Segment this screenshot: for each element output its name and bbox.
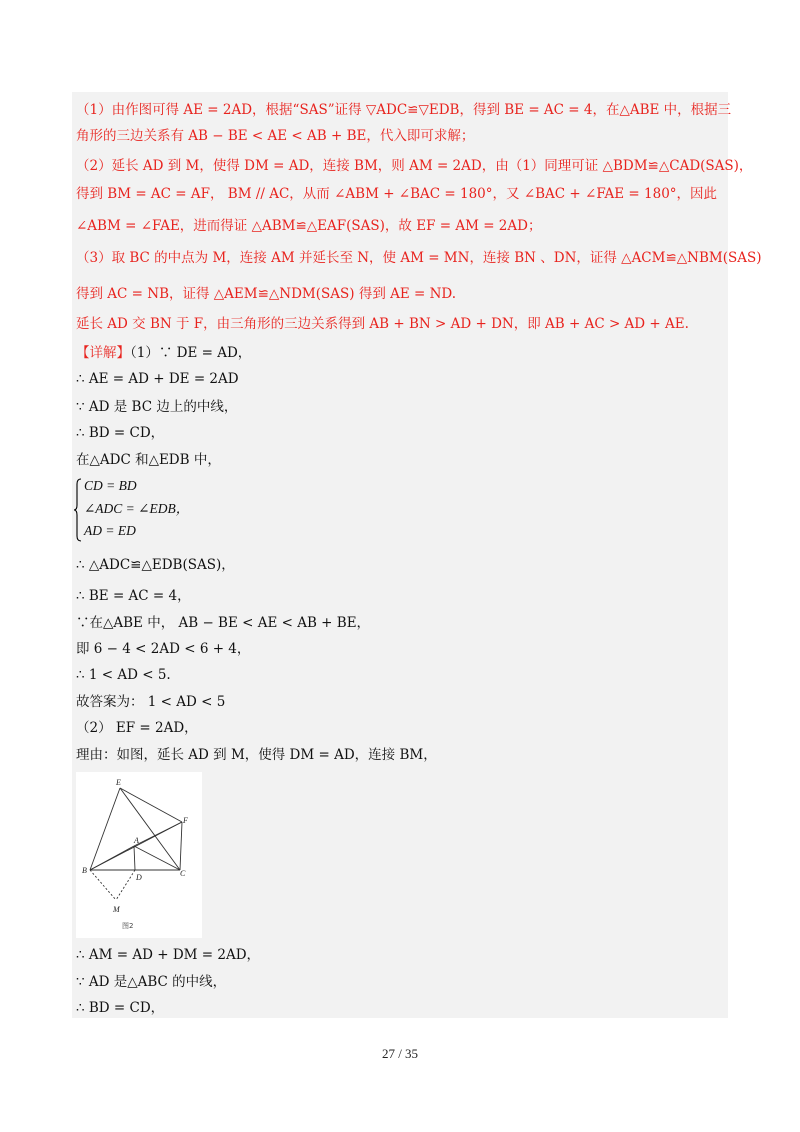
analysis-line-1: （1）由作图可得 AE = 2AD，根据“SAS”证得 ▽ADC≌▽EDB，得到 BE = AC = 4，在△ABE 中，根据三 [76,102,732,118]
segment-DM [116,870,135,900]
geometry-figure [76,772,202,938]
detail-line-7: ∴ BE = AC = 4， [76,588,191,604]
segment-FC [180,822,182,870]
label-E: E [116,778,121,787]
detail-line-5: 在△ADC 和△EDB 中， [76,452,221,468]
detail-line-14: ∴ AM = AD + DM = 2AD， [76,947,261,963]
detail-line-4: ∴ BD = CD， [76,425,165,441]
detail-line-2: ∴ AE = AD + DE = 2AD [76,371,239,387]
analysis-line-6: （3）取 BC 的中点为 M，连接 AM 并延长至 N，使 AM = MN，连接 BN 、DN，证得 △ACM≌△NBM(SAS) [76,250,762,266]
segment-EB [90,788,120,870]
analysis-line-3: （2）延长 AD 到 M，使得 DM = AD，连接 BM，则 AM = 2AD，由（1）同理可证 △BDM≌△CAD(SAS)， [76,158,753,174]
label-C: C [180,869,186,878]
system-eq-1: CD = BD [84,478,137,493]
figure-caption: 图2 [122,922,134,930]
label-B: B [82,866,87,875]
label-M: M [113,905,120,914]
segment-BM [90,870,116,900]
segment-BF [90,822,182,870]
analysis-line-5: ∠ABM = ∠FAE，进而得证 △ABM≌△EAF(SAS)，故 EF = AM = 2AD； [76,218,542,234]
detail-line-1 [76,343,251,363]
analysis-line-4: 得到 BM = AC = AF， BM // AC，从而 ∠ABM + ∠BAC = 180°，又 ∠BAC + ∠FAE = 180°，因此 [76,186,718,202]
detail-line-8: ∵在△ABE 中， AB − BE < AE < AB + BE， [76,615,371,631]
detail-line-10: ∴ 1 < AD < 5. [76,667,171,683]
analysis-line-7: 得到 AC = NB，证得 △AEM≌△NDM(SAS) 得到 AE = ND. [76,286,457,302]
segment-AC [134,846,180,870]
segment-AD [134,846,135,870]
detail-label: 【详解】 [76,345,130,361]
segment-EC [120,788,180,870]
segment-EF [120,788,182,822]
analysis-line-8: 延长 AD 交 BN 于 F，由三角形的三边关系得到 AB + BN > AD + DN，即 AB + AC > AD + AE. [76,316,689,332]
detail-line-6: ∴ △ADC≌△EDB(SAS)， [76,557,235,573]
detail-line-1-text: （1）∵ DE = AD， [130,345,252,361]
label-F: F [183,816,188,825]
system-brace [74,478,82,542]
detail-line-15: ∵ AD 是△ABC 的中线， [76,974,227,990]
detail-line-11: 故答案为： 1 < AD < 5 [76,694,226,710]
label-D: D [136,873,142,882]
analysis-line-2: 角形的三边关系有 AB − BE < AE < AB + BE，代入即可求解； [76,128,475,144]
label-A: A [134,836,139,845]
detail-line-13: 理由：如图，延长 AD 到 M，使得 DM = AD，连接 BM， [76,747,437,763]
page-number: 27 / 35 [381,1046,419,1061]
detail-line-12: （2） EF = 2AD， [76,720,198,736]
detail-line-16: ∴ BD = CD， [76,1000,165,1016]
detail-line-9: 即 6 − 4 < 2AD < 6 + 4， [76,641,251,657]
system-eq-3: AD = ED [84,523,136,538]
system-eq-2: ∠ADC = ∠EDB， [84,501,190,516]
detail-line-3: ∵ AD 是 BC 边上的中线， [76,399,238,415]
